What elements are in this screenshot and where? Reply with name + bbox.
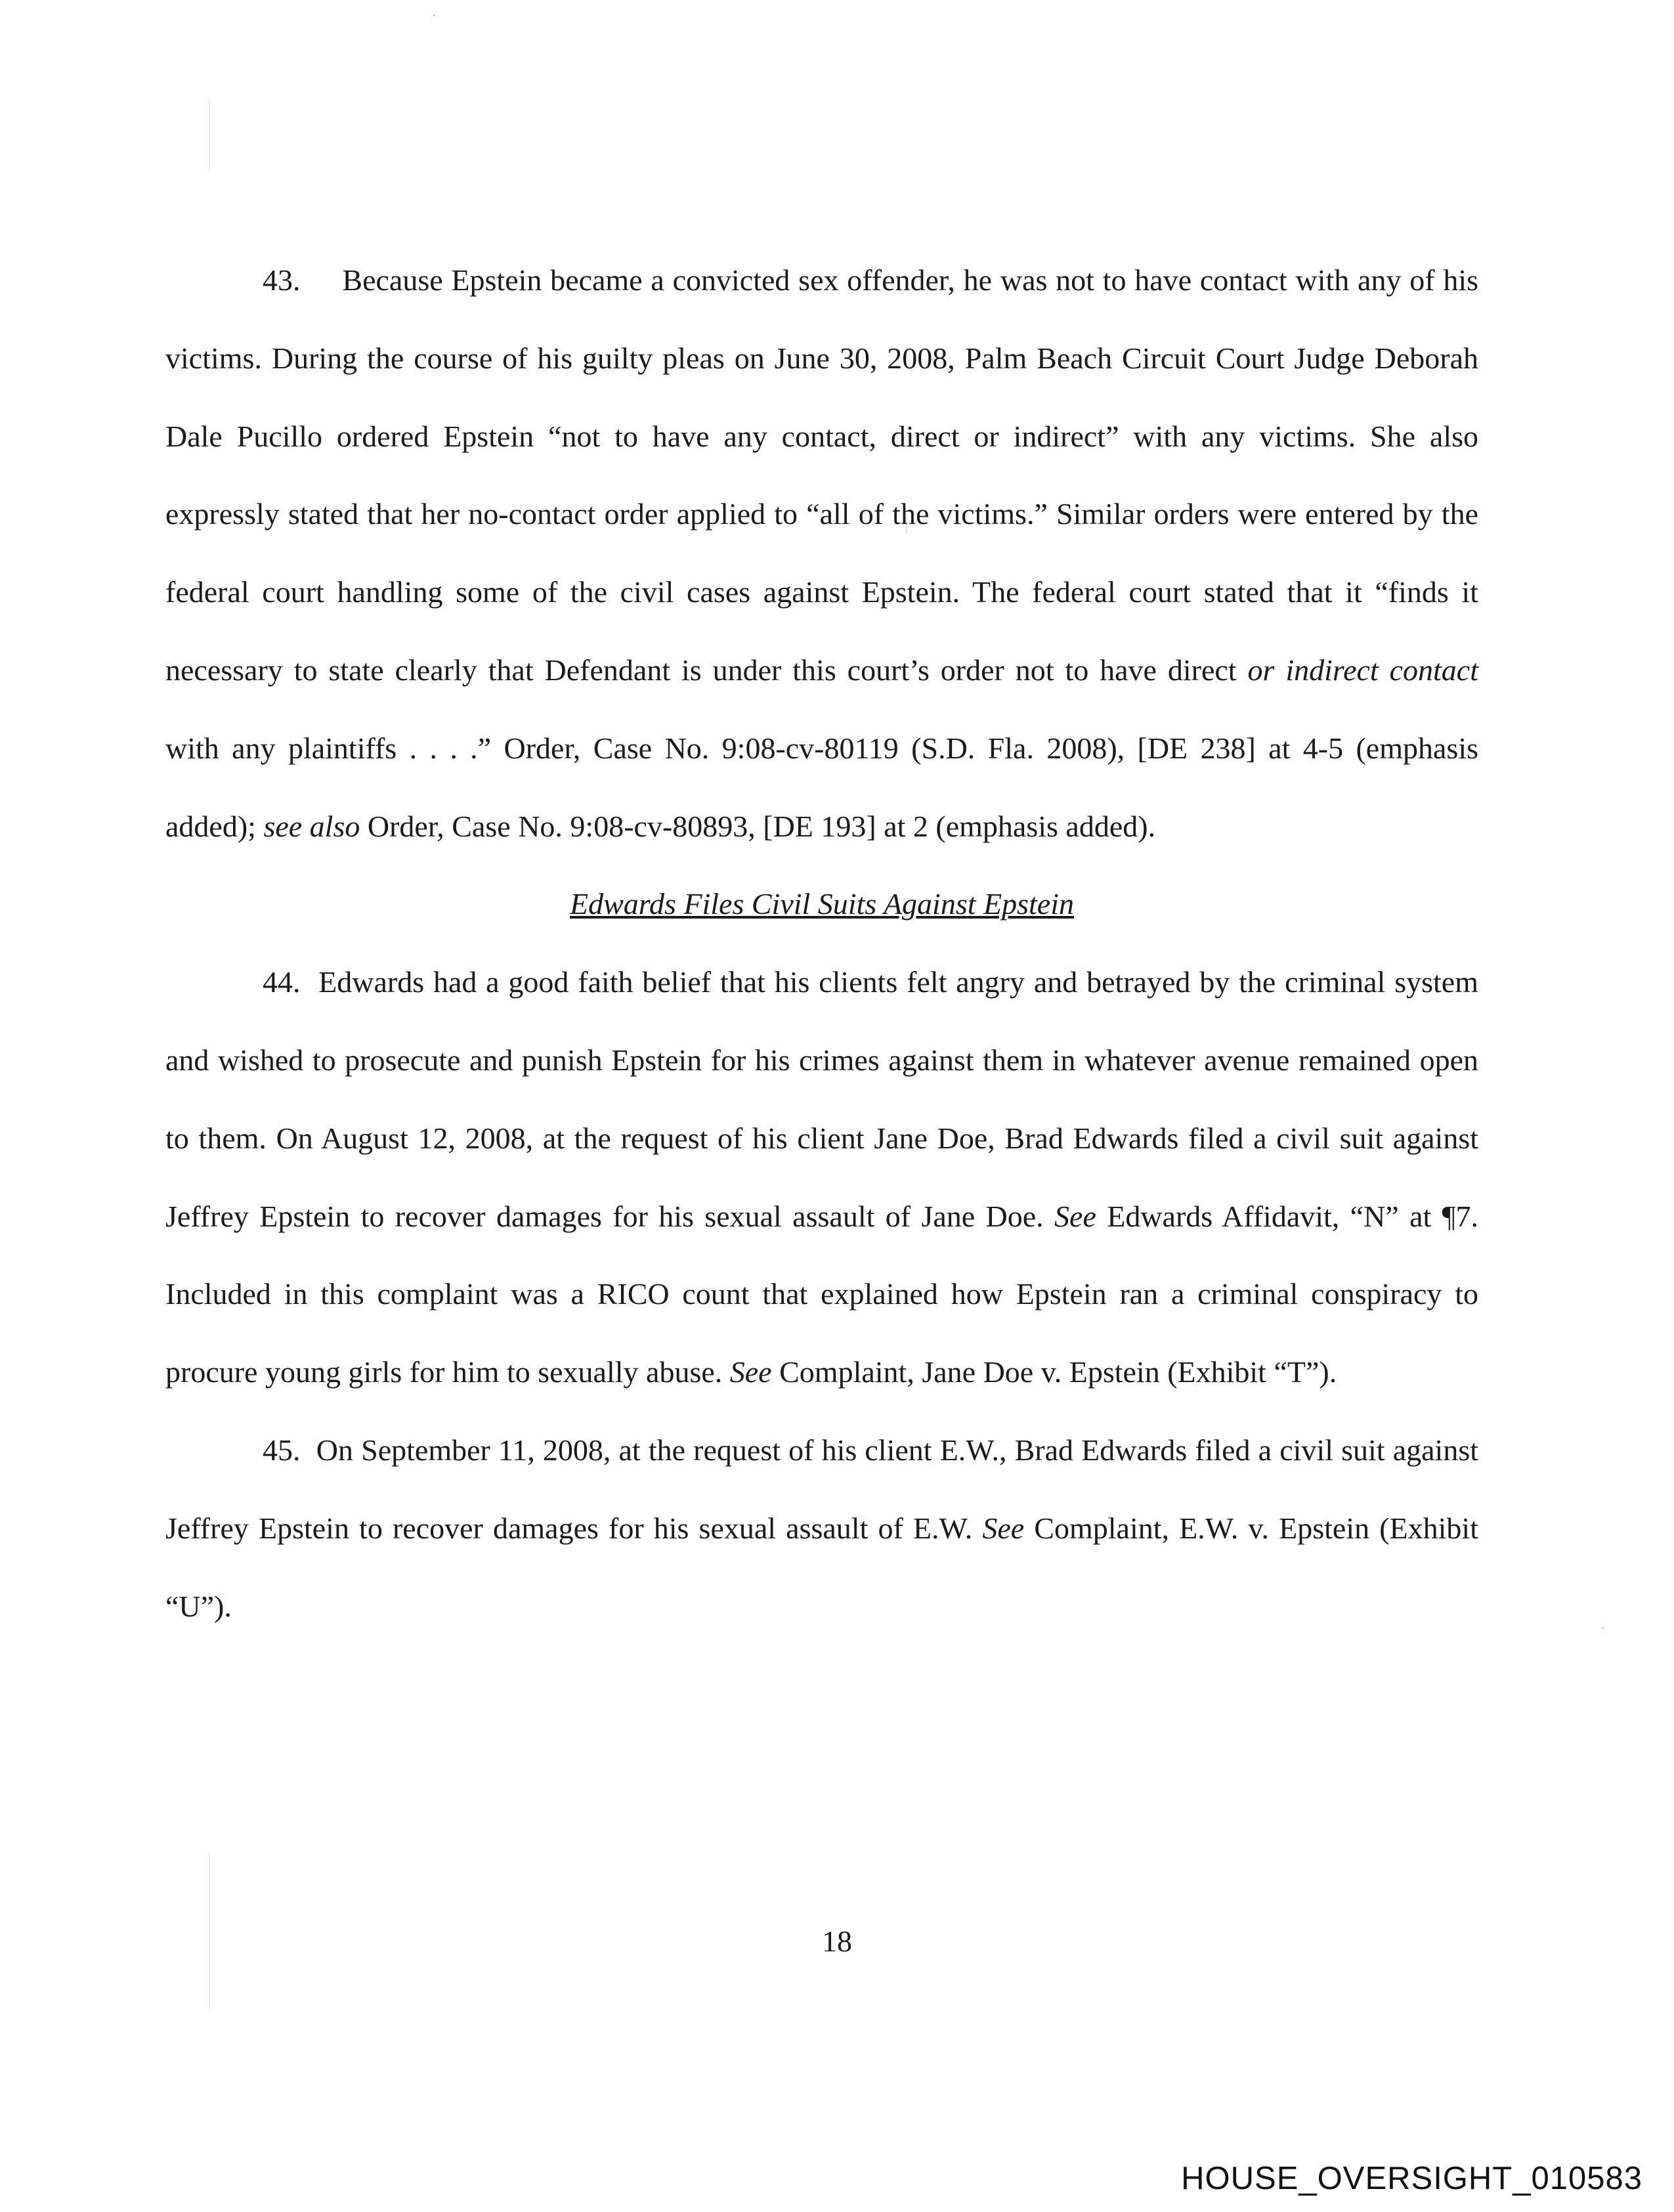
paragraph-number: 44. [263,965,301,999]
emphasis-text: or indirect contact [1247,653,1478,687]
page-number: 18 [822,1924,852,1958]
document-body [165,242,1478,1645]
emphasis-text: see also [263,809,360,843]
paragraph-text: Order, Case No. 9:08-cv-80893, [DE 193] at 2 (emphasis added). [360,809,1156,843]
emphasis-text: See [1054,1199,1096,1233]
paragraph-number: 43. [263,263,301,297]
scan-mark [209,98,210,171]
paragraph-44 [165,943,1478,1412]
paragraph-text: Edwards had a good faith belief that his clients felt angry and betrayed by the criminal system and wished to prosecute and punish Epstein for his crimes against them in whatever avenue remained open to them. On August 12, 2008, at the request of his client Jane Doe, Brad Edwards filed a civil suit against Jeffrey Epstein to recover damages for his sexual assault of Jane Doe. [165,965,1478,1233]
paragraph-text: Edwards Affidavit, “N” at ¶7. Included in this complaint was a RICO count that explained how Epstein ran a criminal conspiracy to procure young girls for him to sexually abuse. [165,1199,1478,1389]
scan-speck [433,14,435,16]
paragraph-number: 45. [263,1433,301,1467]
paragraph-text: with any plaintiffs . . . .” Order, Case No. 9:08-cv-80119 (S.D. Fla. 2008), [DE 238] at 4-5 (emphasis added); [165,731,1478,843]
scan-speck [1602,1627,1604,1629]
paragraph-text: Because Epstein became a convicted sex offender, he was not to have contact with any of his victims. During the course of his guilty pleas on June 30, 2008, Palm Beach Circuit Court Judge Deborah Dale Pucillo ordered Epstein “not to have any contact, direct or indirect” with any victims. She also expressly stated that her no-contact order applied to “all of the victims.” Similar orders were entered by the federal court handling some of the civil cases against Epstein. The federal court stated that it “finds it necessary to state clearly that Defendant is under this court’s order not to have direct [165,263,1479,687]
paragraph-text: Complaint, E.W. v. Epstein (Exhibit “U”). [165,1511,1478,1623]
paragraph-45 [165,1412,1478,1645]
paragraph-text: Complaint, Jane Doe v. Epstein (Exhibit “T”). [771,1355,1337,1389]
emphasis-text: See [729,1355,772,1389]
bates-number: HOUSE_OVERSIGHT_010583 [1181,2161,1642,2196]
section-heading: Edwards Files Civil Suits Against Epstein [570,887,1074,921]
paragraph-text: On September 11, 2008, at the request of his client E.W., Brad Edwards filed a civil suit against Jeffrey Epstein to recover damages for his sexual assault of E.W. [165,1433,1478,1545]
emphasis-text: See [982,1511,1025,1545]
paragraph-43 [165,242,1478,865]
